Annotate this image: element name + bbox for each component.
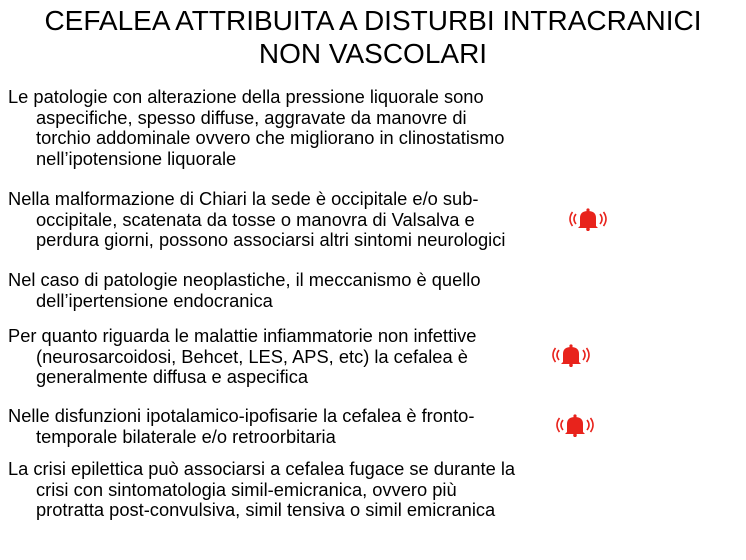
paragraph-liquor-pressure bbox=[8, 87, 608, 169]
paragraph-hypothalamic bbox=[8, 406, 608, 447]
text-line: generalmente diffusa e aspecifica bbox=[36, 366, 309, 388]
paragraph-inflammatory bbox=[8, 326, 608, 388]
text-line: temporale bilaterale e/o retroorbitaria bbox=[36, 425, 336, 447]
paragraph-chiari bbox=[8, 189, 608, 251]
text-line: Per quanto riguarda le malattie infiammatorie non infettive bbox=[8, 325, 477, 346]
alarm-bell-icon bbox=[567, 207, 609, 231]
text-line: occipitale, scatenata da tosse o manovra di Valsalva e bbox=[36, 208, 475, 230]
paragraph-neoplastic bbox=[8, 270, 608, 311]
text-line: La crisi epilettica può associarsi a cefalea fugace se durante la bbox=[8, 458, 516, 479]
slide-title bbox=[0, 4, 746, 70]
text-line: Nel caso di patologie neoplastiche, il meccanismo è quello bbox=[8, 269, 481, 290]
slide-title-line: NON VASCOLARI bbox=[258, 38, 488, 69]
text-line: dell’ipertensione endocranica bbox=[36, 289, 273, 311]
text-line: (neurosarcoidosi, Behcet, LES, APS, etc) la cefalea è bbox=[36, 345, 468, 367]
alarm-bell-icon bbox=[554, 413, 596, 437]
text-line: Le patologie con alterazione della pressione liquorale sono bbox=[8, 86, 484, 107]
text-line: perdura giorni, possono associarsi altri sintomi neurologici bbox=[36, 229, 506, 251]
text-line: nell’ipotensione liquorale bbox=[36, 147, 237, 169]
text-line: torchio addominale ovvero che migliorano in clinostatismo bbox=[36, 127, 505, 149]
text-line: Nelle disfunzioni ipotalamico-ipofisarie la cefalea è fronto- bbox=[8, 405, 475, 426]
slide-title-line: CEFALEA ATTRIBUITA A DISTURBI INTRACRANICI bbox=[44, 5, 702, 36]
text-line: Nella malformazione di Chiari la sede è occipitale e/o sub- bbox=[8, 188, 479, 209]
paragraph-epileptic bbox=[8, 459, 608, 521]
text-line: protratta post-convulsiva, simil tensiva o simil emicranica bbox=[36, 499, 496, 521]
text-line: aspecifiche, spesso diffuse, aggravate da manovre di bbox=[36, 106, 467, 128]
alarm-bell-icon bbox=[550, 343, 592, 367]
text-line: crisi con sintomatologia simil-emicranica, ovvero più bbox=[36, 478, 457, 500]
